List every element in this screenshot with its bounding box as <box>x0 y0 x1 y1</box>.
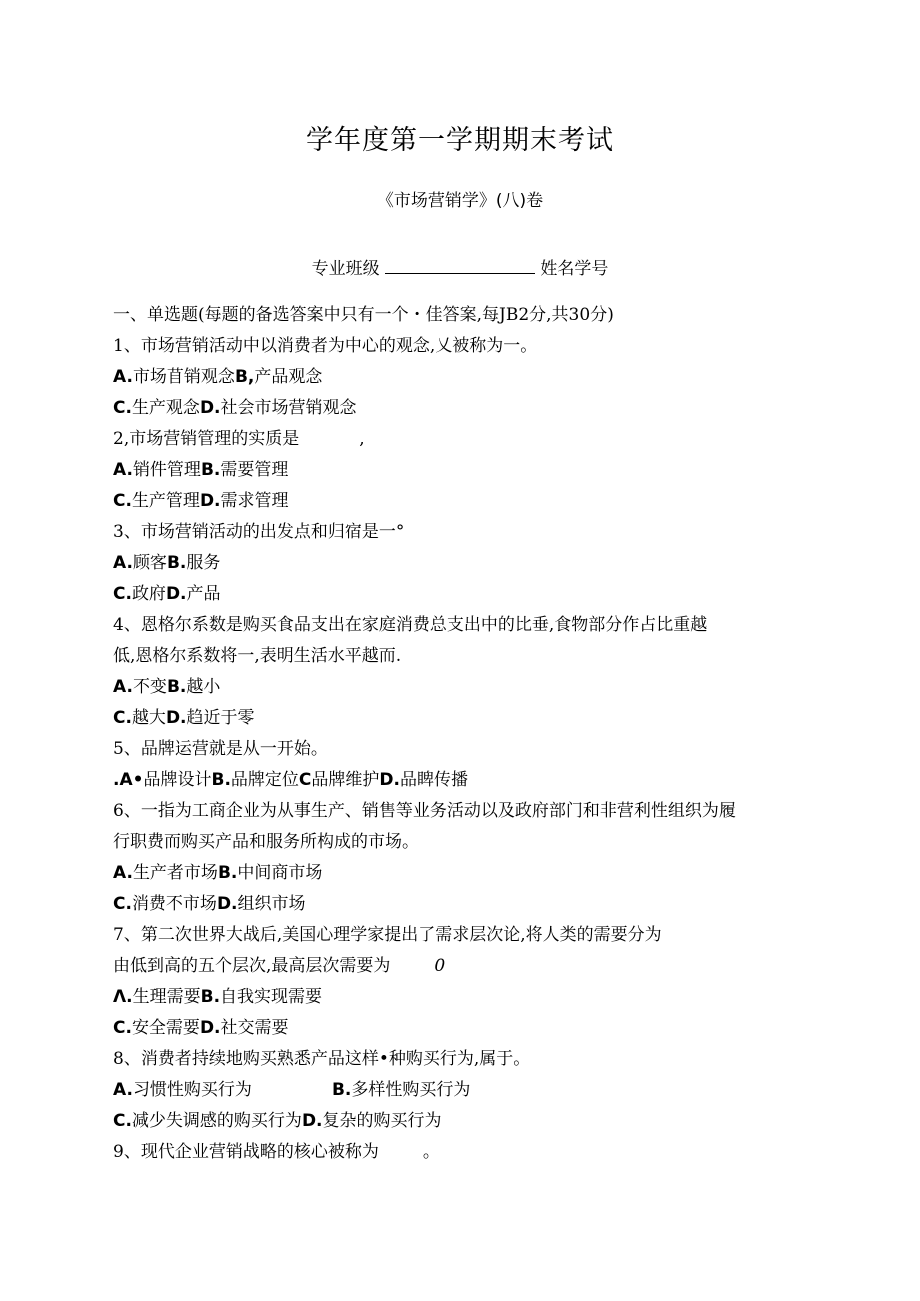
question-4-options-row2 <box>113 703 803 734</box>
question-8-stem: 8、消费者持续地购买熟悉产品这样•种购买行为,属于。 <box>113 1049 531 1069</box>
option-letter: C. <box>113 894 132 914</box>
option-letter: C. <box>113 1111 132 1131</box>
option-letter: D. <box>301 1111 323 1131</box>
option-text: 销件管理 <box>132 460 201 480</box>
question-text: 由低到高的五个层次,最高层次需要为 <box>113 956 391 976</box>
option-letter: D. <box>199 491 221 511</box>
question-text: 2,市场营销管理的实质是 <box>113 429 300 449</box>
option-letter: D. <box>165 584 187 604</box>
student-info-line <box>0 254 920 279</box>
option-text: 生产者市场 <box>132 863 218 883</box>
question-3-options-row2 <box>113 579 803 610</box>
option-letter: C. <box>113 491 132 511</box>
option-text: 品牌维护 <box>311 770 380 790</box>
question-6-stem-line1: 6、一指为工商企业为从事生产、销售等业务活动以及政府部门和非营利性组织为履 <box>113 801 736 821</box>
option-letter: B. <box>166 553 187 573</box>
option-text: 多样性购买行为 <box>351 1080 471 1100</box>
option-letter: B. <box>211 770 231 790</box>
option-letter: D. <box>165 708 187 728</box>
question-8-options-row2 <box>113 1106 803 1137</box>
option-text: 需求管理 <box>220 491 289 511</box>
option-text: 政府 <box>131 584 166 604</box>
option-text: 社会市场营销观念 <box>220 398 357 418</box>
option-text: 越大 <box>131 708 166 728</box>
option-letter: C. <box>113 1018 132 1038</box>
option-text: 需要管理 <box>220 460 289 480</box>
option-text: 品牌设计 <box>143 770 212 790</box>
option-letter: B, <box>234 367 255 387</box>
question-6-options-row1 <box>113 858 803 889</box>
question-3-stem: 3、市场营销活动的出发点和归宿是一° <box>113 522 405 542</box>
question-3-options-row1 <box>113 548 803 579</box>
option-letter: A. <box>113 1080 133 1100</box>
section-heading: 一、单选题(每题的备选答案中只有一个・佳答案,每JB2分,共30分) <box>113 305 614 325</box>
question-4-stem-line2: 低,恩格尔系数将一,表明生活水平越而. <box>113 646 402 666</box>
question-2-options-row2 <box>113 486 803 517</box>
option-text: 品睥传播 <box>399 770 468 790</box>
option-text: 产品观念 <box>254 367 323 387</box>
option-text: 市场苜销观念 <box>132 367 235 387</box>
question-6-stem-line2: 行职费而购买产品和服务所构成的市场。 <box>113 832 419 852</box>
option-text: 中间商市场 <box>237 863 323 883</box>
option-letter: A. <box>113 460 133 480</box>
major-blank[interactable] <box>385 257 535 274</box>
question-6-options-row2 <box>113 889 803 920</box>
option-letter: D. <box>216 894 238 914</box>
question-1-options-row2 <box>113 393 803 424</box>
option-letter: A. <box>113 553 133 573</box>
question-4-options-row1 <box>113 672 803 703</box>
question-2-options-row1 <box>113 455 803 486</box>
question-text: 9、现代企业营销战略的核心被称为 <box>113 1142 379 1162</box>
option-text: 产品 <box>186 584 221 604</box>
option-letter: C. <box>113 398 132 418</box>
option-text: 顾客 <box>132 553 167 573</box>
option-letter: C <box>298 770 312 790</box>
question-tail: 0 <box>434 956 446 976</box>
question-tail: 。 <box>422 1142 440 1162</box>
option-text: 趋近于零 <box>186 708 255 728</box>
question-2-stem <box>113 424 803 455</box>
option-letter: A. <box>113 367 133 387</box>
option-text: 习惯性购买行为 <box>132 1080 252 1100</box>
name-label: 姓名学号 <box>540 259 609 279</box>
option-letter: C. <box>113 584 132 604</box>
question-5-options <box>113 765 803 796</box>
option-letter: D. <box>199 398 221 418</box>
page-subtitle: 《市场营销学》(八)卷 <box>376 191 544 211</box>
option-letter: B. <box>166 677 187 697</box>
major-label: 专业班级 <box>311 259 380 279</box>
question-7-stem-line1: 7、第二次世界大战后,美国心理学家提出了需求层次论,将人类的需要分为 <box>113 925 662 945</box>
option-letter: .A• <box>113 770 144 790</box>
option-text: 消费不市场 <box>131 894 217 914</box>
option-text: 生理需要 <box>132 987 201 1007</box>
option-text: 生产管理 <box>131 491 200 511</box>
question-1-options-row1 <box>113 362 803 393</box>
option-letter: B. <box>200 987 221 1007</box>
option-text: 自我实现需要 <box>220 987 323 1007</box>
option-text: 复杂的购买行为 <box>322 1111 442 1131</box>
option-text: 安全需要 <box>131 1018 200 1038</box>
question-8-options-row1 <box>113 1075 803 1106</box>
question-7-stem-line2 <box>113 951 803 982</box>
option-text: 越小 <box>186 677 221 697</box>
option-text: 组织市场 <box>237 894 306 914</box>
question-4-stem-line1: 4、恩格尔系数是购买食品支出在家庭消费总支出中的比垂,食物部分作占比重越 <box>113 615 708 635</box>
question-1-stem: 1、市场营销活动中以消费者为中心的观念,乂被称为一。 <box>113 336 538 356</box>
option-letter: D. <box>199 1018 221 1038</box>
option-letter: B. <box>200 460 221 480</box>
question-7-options-row1 <box>113 982 803 1013</box>
page-title: 学年度第一学期期末考试 <box>306 125 614 156</box>
option-text: 不变 <box>132 677 167 697</box>
option-letter: A. <box>113 677 133 697</box>
option-letter: C. <box>113 708 132 728</box>
question-5-stem: 5、品牌运营就是从一开始。 <box>113 739 328 759</box>
option-letter: A. <box>113 863 133 883</box>
option-text: 服务 <box>186 553 221 573</box>
option-text: 生产观念 <box>131 398 200 418</box>
question-7-options-row2 <box>113 1013 803 1044</box>
option-text: 社交需要 <box>220 1018 289 1038</box>
option-text: 减少失调感的购买行为 <box>131 1111 302 1131</box>
option-letter: B. <box>217 863 238 883</box>
option-letter: Λ. <box>113 987 133 1007</box>
question-body <box>113 300 803 1168</box>
option-letter: D. <box>379 770 400 790</box>
option-text: 品牌定位 <box>230 770 299 790</box>
question-9-stem <box>113 1137 803 1168</box>
option-letter: B. <box>331 1080 352 1100</box>
question-tail: , <box>359 429 365 449</box>
